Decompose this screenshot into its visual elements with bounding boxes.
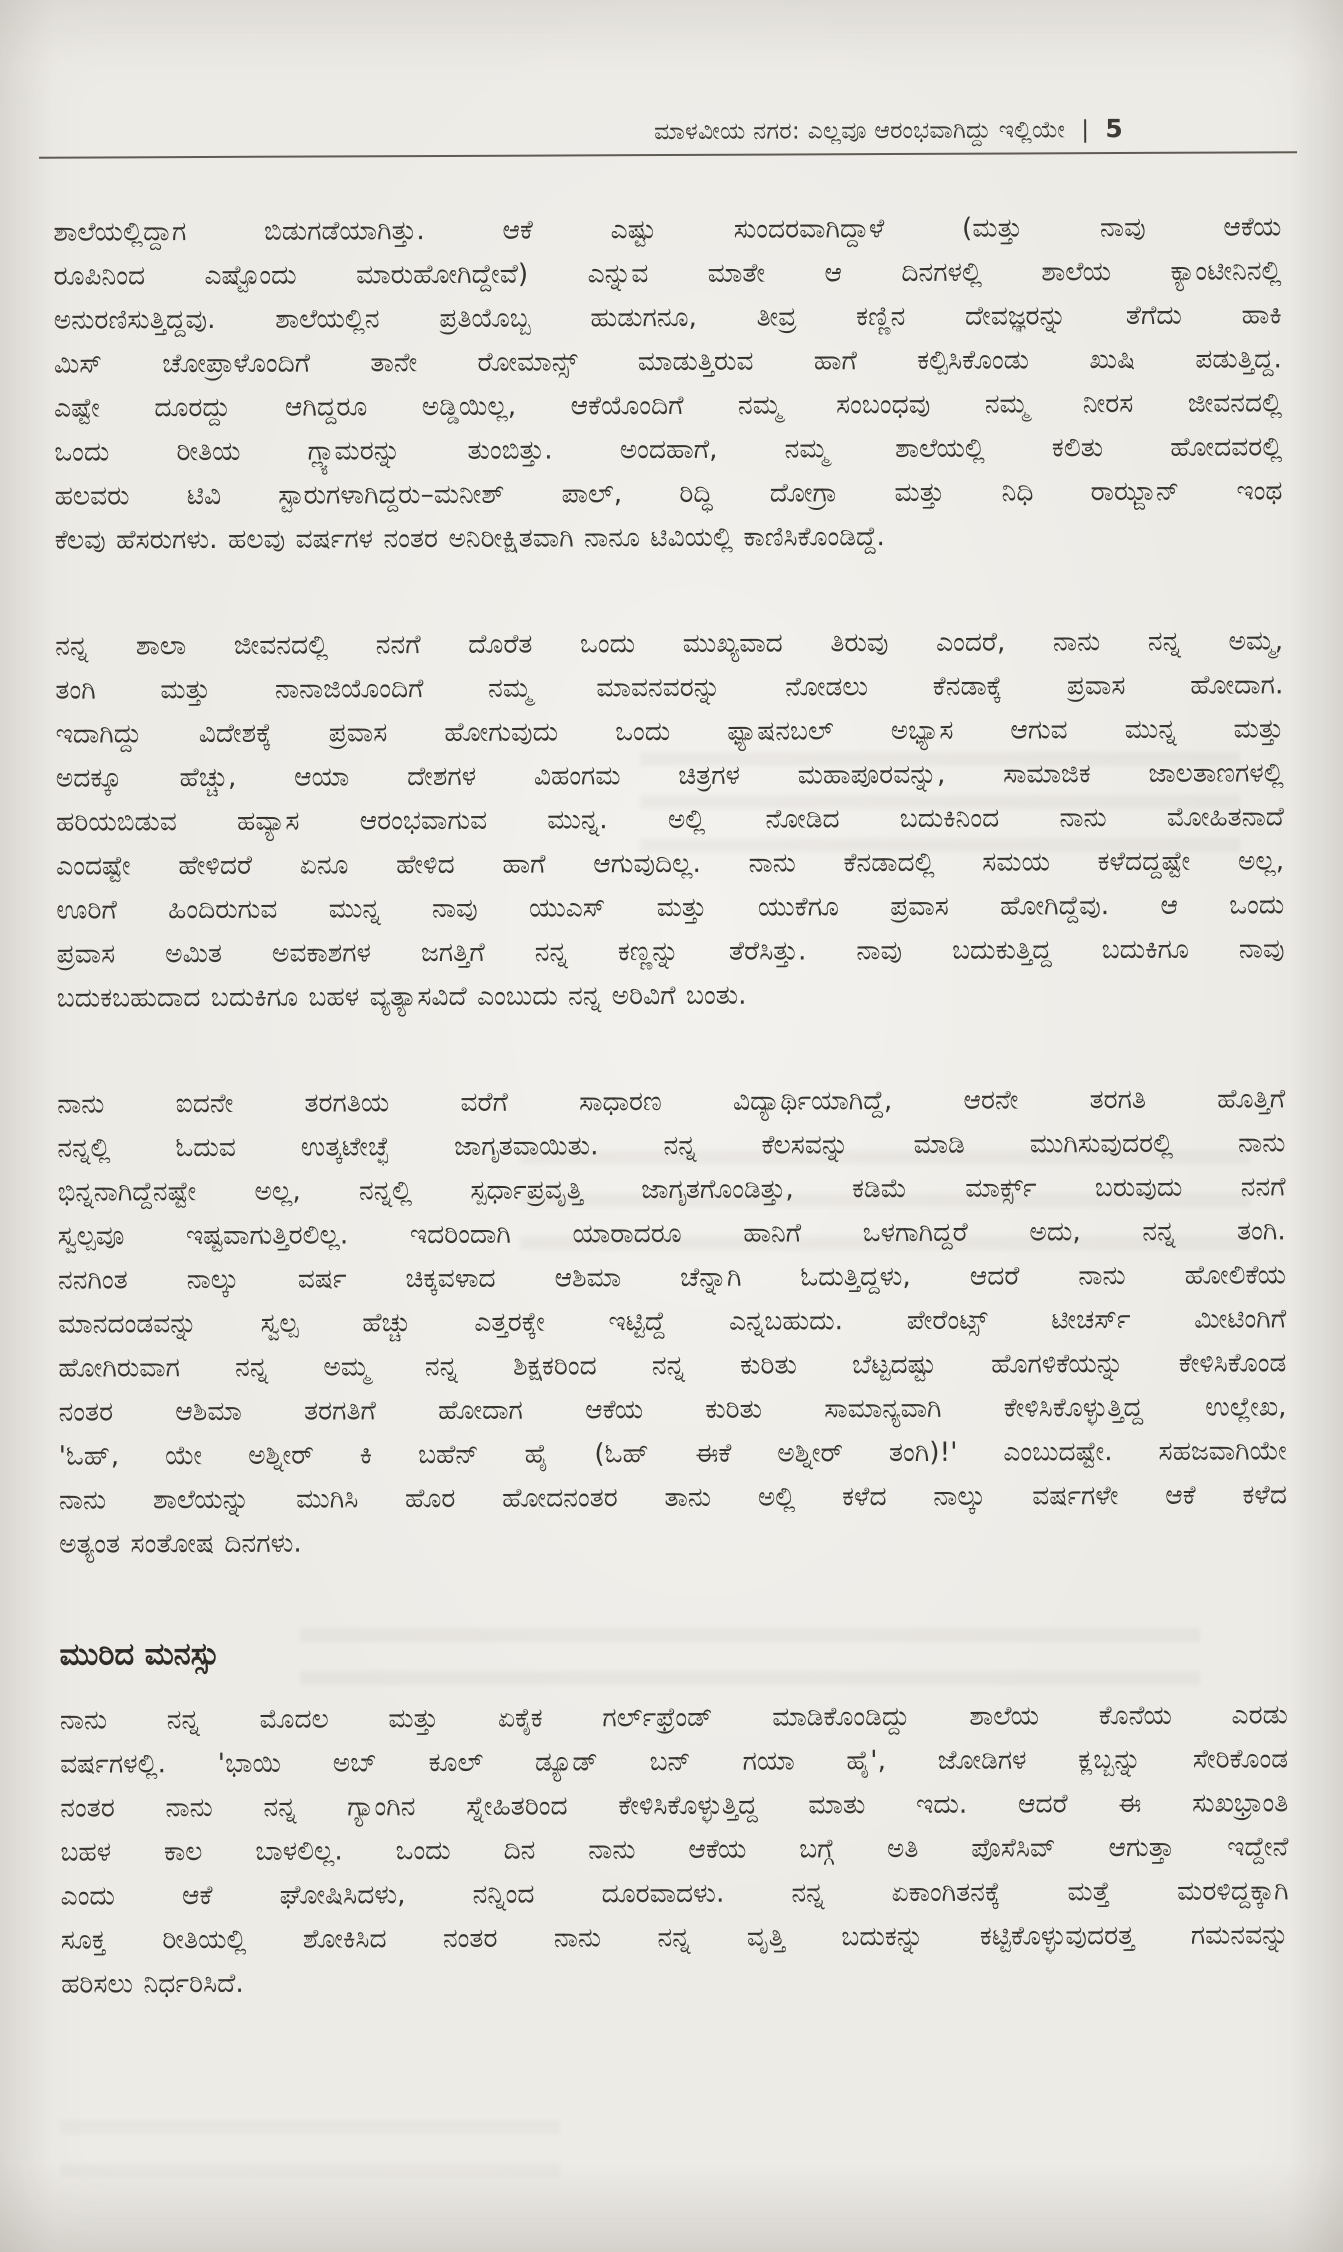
show-through-ghost (60, 2120, 560, 2180)
text-line: 'ಓಹ್, ಯೇ ಅಶ್ನೀರ್ ಕಿ ಬಹೆನ್ ಹೈ (ಓಹ್ ಈಕೆ ಅಶ್ನೀರ್ ತಂಗಿ)!' ಎಂಬುದಷ್ಟೇ. ಸಹಜವಾಗಿಯೇ (58, 1435, 1287, 1472)
text-line: ಅನುರಣಿಸುತ್ತಿದ್ದವು. ಶಾಲೆಯಲ್ಲಿನ ಪ್ರತಿಯೊಬ್ಬ ಹುಡುಗನೂ, ತೀವ್ರ ಕಣ್ಣಿನ ದೇವಜ್ಞರನ್ನು ತೆಗೆದು ಹಾಕಿ (53, 299, 1282, 336)
text-line: ಬಹಳ ಕಾಲ ಬಾಳಲಿಲ್ಲ. ಒಂದು ದಿನ ನಾನು ಆಕೆಯ ಬಗ್ಗೆ ಅತಿ ಪೊಸೆಸಿವ್ ಆಗುತ್ತಾ ಇದ್ದೇನೆ (60, 1831, 1289, 1868)
text-line: ಸೂಕ್ತ ರೀತಿಯಲ್ಲಿ ಶೋಕಿಸಿದ ನಂತರ ನಾನು ನನ್ನ ವೃತ್ತಿ ಬದುಕನ್ನು ಕಟ್ಟಿಕೊಳ್ಳುವುದರತ್ತ ಗಮನವನ್ನು (60, 1919, 1289, 1956)
page-number: 5 (1105, 114, 1124, 144)
text-line: ಎಷ್ಟೇ ದೂರದ್ದು ಆಗಿದ್ದರೂ ಅಡ್ಡಿಯಿಲ್ಲ, ಆಕೆಯೊಂದಿಗೆ ನಮ್ಮ ಸಂಬಂಧವು ನಮ್ಮ ನೀರಸ ಜೀವನದಲ್ಲಿ (54, 387, 1283, 424)
running-header-title: ಮಾಳವೀಯ ನಗರ: ಎಲ್ಲವೂ ಆರಂಭವಾಗಿದ್ದು ಇಲ್ಲಿಯೇ (654, 115, 1066, 146)
text-line: ಅತ್ಯಂತ ಸಂತೋಷ ದಿನಗಳು. (59, 1527, 302, 1560)
text-line: ನಾನು ಶಾಲೆಯನ್ನು ಮುಗಿಸಿ ಹೊರ ಹೋದನಂತರ ತಾನು ಅಲ್ಲಿ ಕಳೆದ ನಾಲ್ಕು ವರ್ಷಗಳೇ ಆಕೆ ಕಳೆದ (58, 1479, 1287, 1516)
text-line: ನನಗಿಂತ ನಾಲ್ಕು ವರ್ಷ ಚಿಕ್ಕವಳಾದ ಆಶಿಮಾ ಚೆನ್ನಾಗಿ ಓದುತ್ತಿದ್ದಳು, ಆದರೆ ನಾನು ಹೋಲಿಕೆಯ (57, 1259, 1287, 1296)
text-line: ಅದಕ್ಕೂ ಹೆಚ್ಚು, ಆಯಾ ದೇಶಗಳ ವಿಹಂಗಮ ಚಿತ್ರಗಳ ಮಹಾಪೂರವನ್ನು, ಸಾಮಾಜಿಕ ಜಾಲತಾಣಗಳಲ್ಲಿ (55, 757, 1284, 794)
text-line: ನಂತರ ಆಶಿಮಾ ತರಗತಿಗೆ ಹೋದಾಗ ಆಕೆಯ ಕುರಿತು ಸಾಮಾನ್ಯವಾಗಿ ಕೇಳಿಸಿಕೊಳ್ಳುತ್ತಿದ್ದ ಉಲ್ಲೇಖ, (58, 1391, 1287, 1428)
text-line: ಒಂದು ರೀತಿಯ ಗ್ಲ್ಯಾಮರನ್ನು ತುಂಬಿತ್ತು. ಅಂದಹಾಗೆ, ನಮ್ಮ ಶಾಲೆಯಲ್ಲಿ ಕಲಿತು ಹೋದವರಲ್ಲಿ (54, 431, 1283, 468)
text-blocks (53, 205, 1289, 2006)
text-line: ಬದುಕಬಹುದಾದ ಬದುಕಿಗೂ ಬಹಳ ವ್ಯತ್ಯಾಸವಿದೆ ಎಂಬುದು ನನ್ನ ಅರಿವಿಗೆ ಬಂತು. (56, 979, 747, 1014)
text-line: ನಾನು ಐದನೇ ತರಗತಿಯ ವರೆಗೆ ಸಾಧಾರಣ ವಿದ್ಯಾರ್ಥಿಯಾಗಿದ್ದೆ, ಆರನೇ ತರಗತಿ ಹೊತ್ತಿಗೆ (57, 1083, 1286, 1120)
text-line: ಪ್ರವಾಸ ಅಮಿತ ಅವಕಾಶಗಳ ಜಗತ್ತಿಗೆ ನನ್ನ ಕಣ್ಣನ್ನು ತೆರೆಸಿತ್ತು. ನಾವು ಬದುಕುತ್ತಿದ್ದ ಬದುಕಿಗೂ ನಾವು (56, 933, 1285, 970)
text-line: ಊರಿಗೆ ಹಿಂದಿರುಗುವ ಮುನ್ನ ನಾವು ಯುಎಸ್ ಮತ್ತು ಯುಕೆಗೂ ಪ್ರವಾಸ ಹೋಗಿದ್ದೆವು. ಆ ಒಂದು (56, 889, 1285, 926)
text-line: ಶಾಲೆಯಲ್ಲಿದ್ದಾಗ ಬಿಡುಗಡೆಯಾಗಿತ್ತು. ಆಕೆ ಎಷ್ಟು ಸುಂದರವಾಗಿದ್ದಾಳೆ (ಮತ್ತು ನಾವು ಆಕೆಯ (53, 211, 1282, 248)
text-line: ಹೋಗಿರುವಾಗ ನನ್ನ ಅಮ್ಮ ನನ್ನ ಶಿಕ್ಷಕರಿಂದ ನನ್ನ ಕುರಿತು ಬೆಟ್ಟದಷ್ಟು ಹೊಗಳಿಕೆಯನ್ನು ಕೇಳಿಸಿಕೊಂಡ (58, 1347, 1287, 1384)
text-line: ಕೆಲವು ಹೆಸರುಗಳು. ಹಲವು ವರ್ಷಗಳ ನಂತರ ಅನಿರೀಕ್ಷಿತವಾಗಿ ನಾನೂ ಟಿವಿಯಲ್ಲಿ ಕಾಣಿಸಿಕೊಂಡಿದ್ದೆ. (54, 521, 886, 556)
text-line: ಇದಾಗಿದ್ದು ವಿದೇಶಕ್ಕೆ ಪ್ರವಾಸ ಹೋಗುವುದು ಒಂದು ಫ್ಯಾಷನಬಲ್ ಅಭ್ಯಾಸ ಆಗುವ ಮುನ್ನ ಮತ್ತು (55, 713, 1284, 750)
paragraph (55, 619, 1285, 1020)
page-content (53, 113, 1289, 2006)
text-line: ನನ್ನ ಶಾಲಾ ಜೀವನದಲ್ಲಿ ನನಗೆ ದೊರೆತ ಒಂದು ಮುಖ್ಯವಾದ ತಿರುವು ಎಂದರೆ, ನಾನು ನನ್ನ ಅಮ್ಮ, (55, 625, 1284, 662)
text-line: ಮಿಸ್ ಚೋಪ್ರಾಳೊಂದಿಗೆ ತಾನೇ ರೋಮಾನ್ಸ್ ಮಾಡುತ್ತಿರುವ ಹಾಗೆ ಕಲ್ಪಿಸಿಕೊಂಡು ಖುಷಿ ಪಡುತ್ತಿದ್ದ. (53, 343, 1283, 380)
text-line: ವರ್ಷಗಳಲ್ಲಿ. 'ಭಾಯಿ ಅಬ್ ಕೂಲ್ ಡ್ಯೂಡ್ ಬನ್ ಗಯಾ ಹೈ', ಜೋಡಿಗಳ ಕ್ಲಬ್ಬನ್ನು ಸೇರಿಕೊಂಡ (59, 1743, 1289, 1780)
section-heading: ಮುರಿದ ಮನಸ್ಸು (59, 1636, 220, 1673)
text-line: ಭಿನ್ನನಾಗಿದ್ದೆನಷ್ಟೇ ಅಲ್ಲ, ನನ್ನಲ್ಲಿ ಸ್ಪರ್ಧಾಪ್ರವೃತ್ತಿ ಜಾಗೃತಗೊಂಡಿತ್ತು, ಕಡಿಮೆ ಮಾರ್ಕ್ಸ್ ಬರುವುದು ನನಗೆ (57, 1171, 1286, 1208)
paragraph (57, 1077, 1287, 1566)
text-line: ಎಂದು ಆಕೆ ಘೋಷಿಸಿದಳು, ನನ್ನಿಂದ ದೂರವಾದಳು. ನನ್ನ ಏಕಾಂಗಿತನಕ್ಕೆ ಮತ್ತೆ ಮರಳಿದ್ದಕ್ಕಾಗಿ (60, 1875, 1289, 1912)
text-line: ಹಲವರು ಟಿವಿ ಸ್ಟಾರುಗಳಾಗಿದ್ದರು–ಮನೀಶ್ ಪಾಲ್, ರಿದ್ಧಿ ದೋಗ್ರಾ ಮತ್ತು ನಿಧಿ ರಾಝ್ದಾನ್ ಇಂಥ (54, 475, 1283, 512)
header-rule (39, 151, 1297, 158)
text-line: ನಾನು ನನ್ನ ಮೊದಲ ಮತ್ತು ಏಕೈಕ ಗರ್ಲ್‌ಫ್ರೆಂಡ್ ಮಾಡಿಕೊಂಡಿದ್ದು ಶಾಲೆಯ ಕೊನೆಯ ಎರಡು (59, 1699, 1288, 1736)
running-header (53, 113, 1281, 147)
paragraph (53, 205, 1283, 562)
text-line: ಹರಿಯಬಿಡುವ ಹವ್ಯಾಸ ಆರಂಭವಾಗುವ ಮುನ್ನ. ಅಲ್ಲಿ ನೋಡಿದ ಬದುಕಿನಿಂದ ನಾನು ಮೋಹಿತನಾದೆ (55, 801, 1285, 838)
paragraph (60, 1693, 1289, 2006)
text-line: ಮಾನದಂಡವನ್ನು ಸ್ವಲ್ಪ ಹೆಚ್ಚು ಎತ್ತರಕ್ಕೇ ಇಟ್ಟಿದ್ದೆ ಎನ್ನಬಹುದು. ಪೇರೆಂಟ್ಸ್ ಟೀಚರ್ಸ್ ಮೀಟಿಂಗಿಗೆ (58, 1303, 1287, 1340)
text-line: ಹರಿಸಲು ನಿರ್ಧರಿಸಿದೆ. (60, 1967, 244, 2000)
running-header-divider: | (1081, 115, 1090, 144)
text-line: ನಂತರ ನಾನು ನನ್ನ ಗ್ಯಾಂಗಿನ ಸ್ನೇಹಿತರಿಂದ ಕೇಳಿಸಿಕೊಳ್ಳುತ್ತಿದ್ದ ಮಾತು ಇದು. ಆದರೆ ಈ ಸುಖಭ್ರಾಂತಿ (60, 1787, 1289, 1824)
text-line: ಸ್ವಲ್ಪವೂ ಇಷ್ಟವಾಗುತ್ತಿರಲಿಲ್ಲ. ಇದರಿಂದಾಗಿ ಯಾರಾದರೂ ಹಾನಿಗೆ ಒಳಗಾಗಿದ್ದರೆ ಅದು, ನನ್ನ ತಂಗಿ. (57, 1215, 1286, 1252)
text-line: ನನ್ನಲ್ಲಿ ಓದುವ ಉತ್ಕಟೇಚ್ಛೆ ಜಾಗೃತವಾಯಿತು. ನನ್ನ ಕೆಲಸವನ್ನು ಮಾಡಿ ಮುಗಿಸುವುದರಲ್ಲಿ ನಾನು (57, 1127, 1286, 1164)
text-line: ಎಂದಷ್ಟೇ ಹೇಳಿದರೆ ಏನೂ ಹೇಳಿದ ಹಾಗೆ ಆಗುವುದಿಲ್ಲ. ನಾನು ಕೆನಡಾದಲ್ಲಿ ಸಮಯ ಕಳೆದದ್ದಷ್ಟೇ ಅಲ್ಲ, (56, 845, 1285, 882)
text-line: ತಂಗಿ ಮತ್ತು ನಾನಾಜಿಯೊಂದಿಗೆ ನಮ್ಮ ಮಾವನವರನ್ನು ನೋಡಲು ಕೆನಡಾಕ್ಕೆ ಪ್ರವಾಸ ಹೋದಾಗ. (55, 669, 1284, 706)
text-line: ರೂಪಿನಿಂದ ಎಷ್ಟೊಂದು ಮಾರುಹೋಗಿದ್ದೇವೆ) ಎನ್ನುವ ಮಾತೇ ಆ ದಿನಗಳಲ್ಲಿ ಶಾಲೆಯ ಕ್ಯಾಂಟೀನಿನಲ್ಲಿ (53, 255, 1282, 292)
